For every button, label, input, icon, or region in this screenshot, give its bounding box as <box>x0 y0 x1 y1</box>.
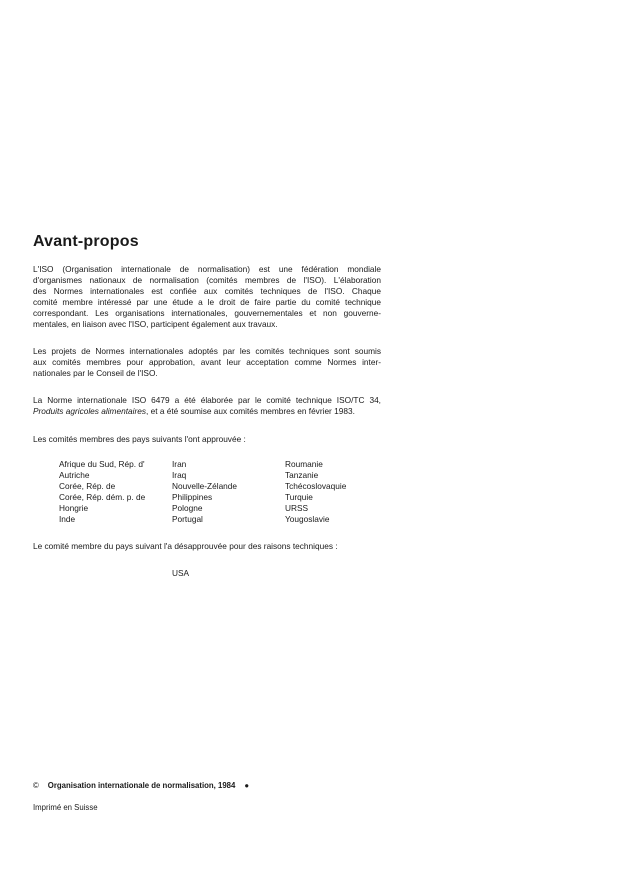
country: USA <box>172 568 190 578</box>
copyright-icon: © <box>33 781 39 790</box>
country: Turquie <box>285 492 313 502</box>
approved-column-2 <box>172 459 237 525</box>
approved-column-1 <box>59 459 145 525</box>
country: Hongrie <box>59 503 89 513</box>
text-line: mentales, en liaison avec l'ISO, participent également aux travaux. <box>33 319 278 329</box>
committee-title: Produits agricoles alimentaires <box>33 406 146 416</box>
country: Iran <box>172 459 187 469</box>
country: Iraq <box>172 470 187 480</box>
copyright-text: Organisation internationale de normalisation, 1984 <box>47 781 236 790</box>
disapproved-intro: Le comité membre du pays suivant l'a désapprouvée pour des raisons techniques : <box>33 541 338 551</box>
paragraph-approval-process <box>33 346 381 379</box>
text-line: comité membre intéressé par une étude a le droit de faire partie du comité technique <box>33 297 381 307</box>
text-line: L'ISO (Organisation internationale de normalisation) est une fédération mondiale <box>33 264 381 274</box>
country: Nouvelle-Zélande <box>172 481 238 491</box>
country: Inde <box>59 514 76 524</box>
page-title: Avant-propos <box>33 233 139 250</box>
printed-in: Imprimé en Suisse <box>33 803 98 812</box>
country: Portugal <box>172 514 203 524</box>
text-line: correspondant. Les organisations internationales, gouvernementales et non gouverne- <box>33 308 381 318</box>
text-line: Les projets de Normes internationales adoptés par les comités techniques sont soumis <box>33 346 381 356</box>
approved-column-3 <box>285 459 346 525</box>
country: Yougoslavie <box>285 514 330 524</box>
bullet-icon: ● <box>244 781 250 790</box>
text-line: d'organismes nationaux de normalisation (comités membres de l'ISO). L'élaboration <box>33 275 381 285</box>
text-line <box>33 406 381 417</box>
text-line: aux comités membres pour approbation, avant leur acceptation comme Normes inter- <box>33 357 381 367</box>
text-line: des Normes internationales est confiée aux comités techniques de l'ISO. Chaque <box>33 286 381 296</box>
copyright-line <box>33 781 249 790</box>
approved-intro: Les comités membres des pays suivants l'ont approuvée : <box>33 434 246 444</box>
country: Tanzanie <box>285 470 319 480</box>
paragraph-standard-info <box>33 395 381 417</box>
country: Afrique du Sud, Rép. d' <box>59 459 145 469</box>
country: Tchécoslovaquie <box>285 481 347 491</box>
text-fragment: , et a été soumise aux comités membres en février 1983. <box>145 406 355 416</box>
country: URSS <box>285 503 309 513</box>
country: Autriche <box>59 470 90 480</box>
country: Corée, Rép. de <box>59 481 116 491</box>
country: Pologne <box>172 503 203 513</box>
country: Roumanie <box>285 459 323 469</box>
country: Corée, Rép. dém. p. de <box>59 492 146 502</box>
text-line: nationales par le Conseil de l'ISO. <box>33 368 158 378</box>
country: Philippines <box>172 492 213 502</box>
paragraph-iso-intro <box>33 264 381 330</box>
text-line: La Norme internationale ISO 6479 a été élaborée par le comité technique ISO/TC 34, <box>33 395 381 405</box>
